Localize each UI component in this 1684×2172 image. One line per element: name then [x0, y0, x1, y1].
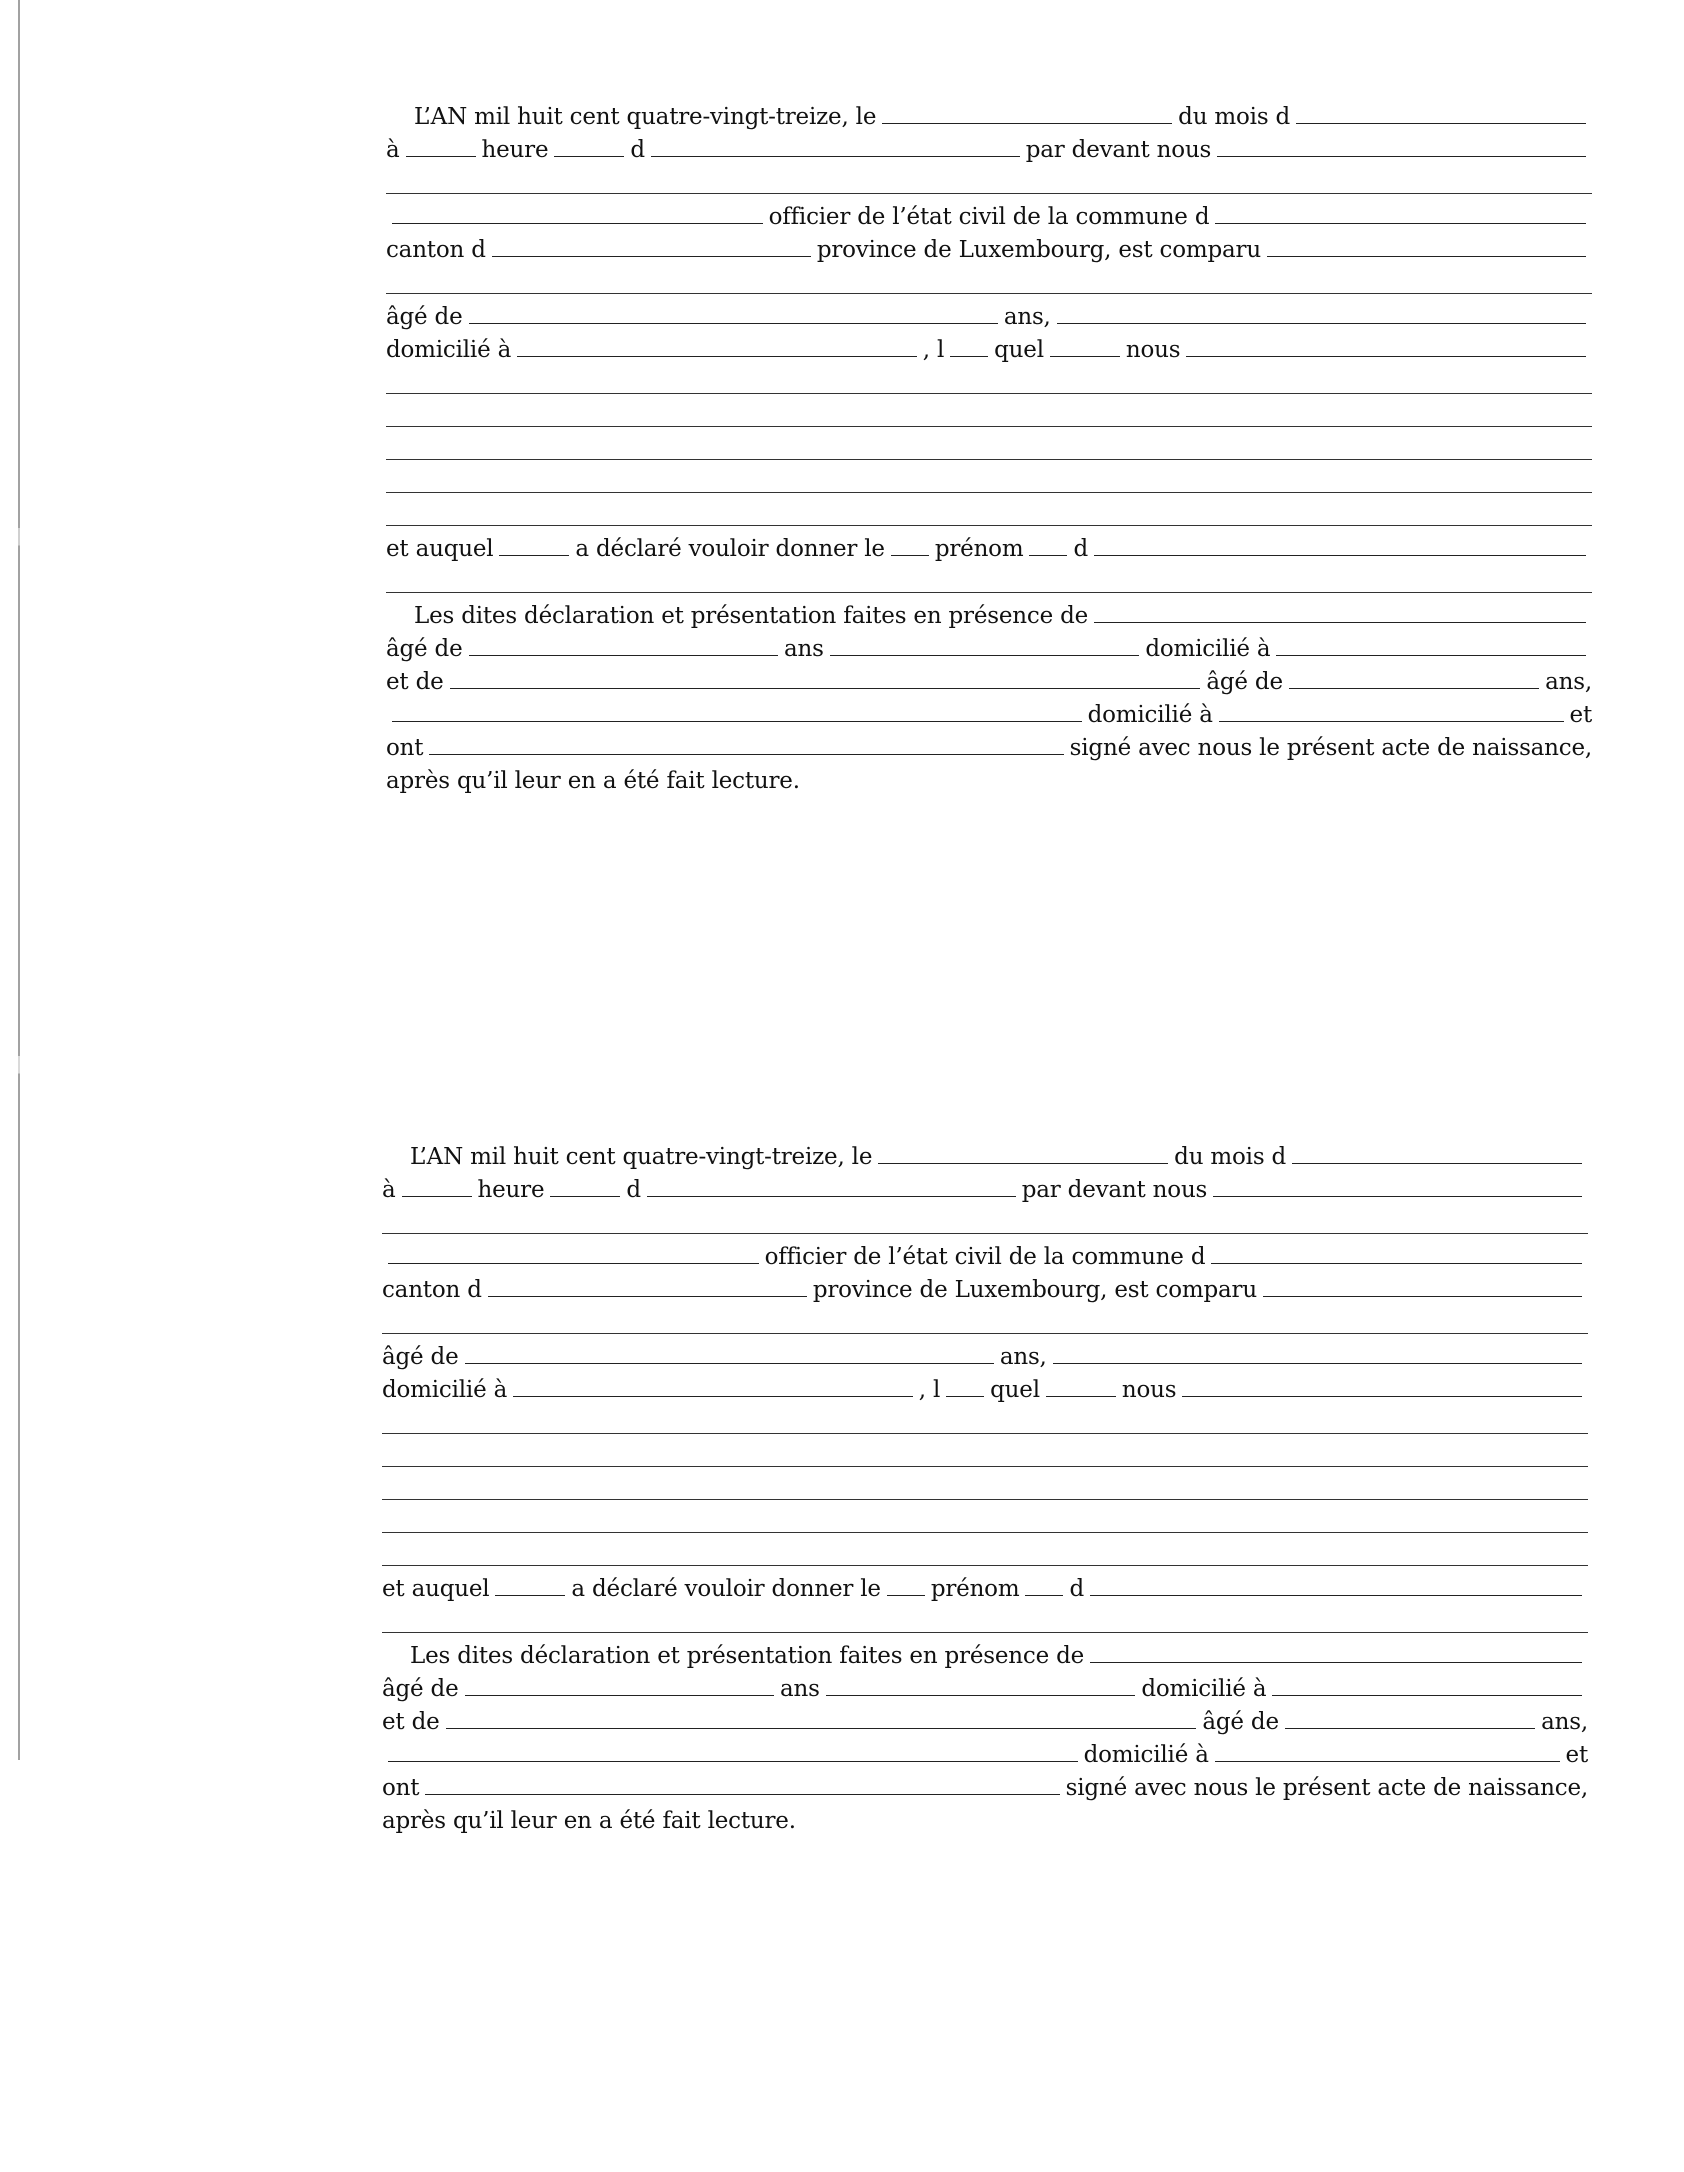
field-auquel-suffix[interactable] — [495, 1595, 565, 1596]
field-witness-1-profession[interactable] — [826, 1695, 1136, 1696]
label-officier: officier de l’état civil de la commune d — [764, 1244, 1206, 1270]
label-quel: quel — [994, 337, 1044, 363]
form-line-witness-2-domicile — [382, 1738, 1588, 1768]
form-line-signature — [386, 731, 1592, 761]
label-a: à — [382, 1177, 396, 1203]
label-signe: signé avec nous le présent acte de naissance, — [1069, 735, 1592, 761]
label-les-dites: Les dites déclaration et présentation faites en présence de — [414, 603, 1089, 629]
field-given-names-continued[interactable] — [382, 1632, 1588, 1633]
field-hour-suffix[interactable] — [550, 1196, 620, 1197]
field-child-description-line-3[interactable] — [382, 1499, 1588, 1500]
label-par-devant-nous: par devant nous — [1021, 1177, 1208, 1203]
label-nous: nous — [1125, 337, 1181, 363]
field-child-description[interactable] — [1186, 356, 1586, 357]
field-witness-1-age[interactable] — [469, 655, 779, 656]
field-witness-2-name[interactable] — [450, 688, 1201, 689]
label-et: et — [1569, 702, 1592, 728]
label-par-devant-nous: par devant nous — [1025, 137, 1212, 163]
field-officer-name[interactable] — [1217, 156, 1586, 157]
field-quel-suffix[interactable] — [1046, 1396, 1116, 1397]
field-child-description-line-3[interactable] — [386, 459, 1592, 460]
field-given-names[interactable] — [1090, 1595, 1582, 1596]
label-ont: ont — [382, 1775, 420, 1801]
field-officer-name-continued[interactable] — [382, 1233, 1588, 1234]
field-witness-2-domicile[interactable] — [1215, 1761, 1560, 1762]
label-apres-lecture: après qu’il leur en a été fait lecture. — [386, 768, 800, 794]
field-signature-note[interactable] — [429, 754, 1063, 755]
label-ans: ans — [784, 636, 824, 662]
field-child-description-line-4[interactable] — [382, 1532, 1588, 1533]
field-commune[interactable] — [1215, 223, 1586, 224]
field-child-description-line-4[interactable] — [386, 492, 1592, 493]
label-age: âgé de — [386, 304, 463, 330]
label-ans: ans, — [1545, 669, 1593, 695]
field-le-suffix[interactable] — [891, 555, 929, 556]
form-line-witness-1 — [382, 1672, 1588, 1702]
label-les-dites: Les dites déclaration et présentation faites en présence de — [410, 1643, 1085, 1669]
field-declarant-domicile[interactable] — [513, 1396, 913, 1397]
field-hour[interactable] — [406, 156, 476, 157]
label-month: du mois d — [1174, 1144, 1287, 1170]
field-prenom-suffix[interactable] — [1025, 1595, 1063, 1596]
field-child-description-line-2[interactable] — [386, 426, 1592, 427]
field-declarant-name-continued[interactable] — [382, 1333, 1588, 1334]
field-child-description-line-5[interactable] — [382, 1565, 1588, 1566]
label-et-de: et de — [386, 669, 444, 695]
form-line-officer — [386, 200, 1592, 230]
label-canton: canton d — [382, 1277, 482, 1303]
label-domicilie: domicilié à — [1087, 702, 1213, 728]
label-ont: ont — [386, 735, 424, 761]
field-le-suffix[interactable] — [887, 1595, 925, 1596]
field-declarant-profession[interactable] — [1053, 1363, 1582, 1364]
field-child-description-line-1[interactable] — [386, 393, 1592, 394]
field-witness-1-domicile[interactable] — [1276, 655, 1586, 656]
field-officer-name[interactable] — [1213, 1196, 1582, 1197]
field-witness-2-profession[interactable] — [388, 1761, 1078, 1762]
form-line-witnesses — [382, 1639, 1588, 1669]
label-domicilie: domicilié à — [386, 337, 512, 363]
label-domicilie: domicilié à — [382, 1377, 508, 1403]
field-child-description-line-2[interactable] — [382, 1466, 1588, 1467]
field-declarant-age[interactable] — [465, 1363, 994, 1364]
label-prenom: prénom — [930, 1576, 1020, 1602]
label-nous: nous — [1121, 1377, 1177, 1403]
field-witness-1-domicile[interactable] — [1272, 1695, 1582, 1696]
field-l-suffix[interactable] — [946, 1396, 984, 1397]
label-month: du mois d — [1178, 104, 1291, 130]
field-given-names-continued[interactable] — [386, 592, 1592, 593]
label-apres-lecture: après qu’il leur en a été fait lecture. — [382, 1808, 796, 1834]
field-witness-2-age[interactable] — [1289, 688, 1539, 689]
label-age: âgé de — [386, 636, 463, 662]
field-hour[interactable] — [402, 1196, 472, 1197]
label-signe: signé avec nous le présent acte de naissance, — [1065, 1775, 1588, 1801]
field-month[interactable] — [1296, 123, 1586, 124]
form-line-signature — [382, 1771, 1588, 1801]
label-d: d — [626, 1177, 641, 1203]
field-child-description[interactable] — [1182, 1396, 1582, 1397]
label-et: et — [1565, 1742, 1588, 1768]
label-et-de: et de — [382, 1709, 440, 1735]
field-witness-2-name[interactable] — [446, 1728, 1197, 1729]
label-domicilie: domicilié à — [1083, 1742, 1209, 1768]
field-witness-2-domicile[interactable] — [1219, 721, 1564, 722]
label-d: d — [1073, 536, 1088, 562]
label-prenom: prénom — [934, 536, 1024, 562]
form-line-lecture — [386, 764, 1592, 794]
form-line-domicile — [386, 333, 1592, 363]
form-line-canton — [386, 233, 1592, 263]
label-canton: canton d — [386, 237, 486, 263]
field-l-suffix[interactable] — [950, 356, 988, 357]
form-line-date — [386, 100, 1592, 130]
field-hour-suffix[interactable] — [554, 156, 624, 157]
field-auquel-suffix[interactable] — [499, 555, 569, 556]
form-line-age — [382, 1340, 1588, 1370]
label-l: , l — [922, 337, 945, 363]
field-officer-name-end[interactable] — [392, 223, 763, 224]
label-age: âgé de — [382, 1676, 459, 1702]
label-ans: ans — [780, 1676, 820, 1702]
label-a-declare: a déclaré vouloir donner le — [575, 536, 885, 562]
label-domicilie: domicilié à — [1145, 636, 1271, 662]
form-line-age — [386, 300, 1592, 330]
label-d: d — [630, 137, 645, 163]
field-witness-1-age[interactable] — [465, 1695, 775, 1696]
label-province: province de Luxembourg, est comparu — [816, 237, 1261, 263]
form-line-officer — [382, 1240, 1588, 1270]
label-year: L’AN mil huit cent quatre-vingt-treize, le — [410, 1144, 873, 1170]
field-commune[interactable] — [1211, 1263, 1582, 1264]
form-line-witness-2-domicile — [386, 698, 1592, 728]
field-officer-name-end[interactable] — [388, 1263, 759, 1264]
field-child-description-line-1[interactable] — [382, 1433, 1588, 1434]
label-ans: ans, — [999, 1344, 1047, 1370]
label-et-auquel: et auquel — [386, 536, 494, 562]
form-line-lecture — [382, 1804, 1588, 1834]
field-child-description-line-5[interactable] — [386, 525, 1592, 526]
form-line-prenom — [382, 1572, 1588, 1602]
label-year: L’AN mil huit cent quatre-vingt-treize, le — [414, 104, 877, 130]
label-l: , l — [918, 1377, 941, 1403]
field-quel-suffix[interactable] — [1050, 356, 1120, 357]
label-a-declare: a déclaré vouloir donner le — [571, 1576, 881, 1602]
field-prenom-suffix[interactable] — [1029, 555, 1067, 556]
field-declarant-age[interactable] — [469, 323, 998, 324]
field-witness-1-name[interactable] — [1094, 622, 1586, 623]
field-month[interactable] — [1292, 1163, 1582, 1164]
field-declarant-name-continued[interactable] — [386, 293, 1592, 294]
label-age: âgé de — [382, 1344, 459, 1370]
label-age: âgé de — [1206, 669, 1283, 695]
label-ans: ans, — [1541, 1709, 1589, 1735]
label-officier: officier de l’état civil de la commune d — [768, 204, 1210, 230]
scan-edge-line — [18, 0, 20, 1760]
form-line-hour — [382, 1173, 1588, 1203]
field-period[interactable] — [651, 156, 1020, 157]
field-declarant-profession[interactable] — [1057, 323, 1586, 324]
field-witness-1-name[interactable] — [1090, 1662, 1582, 1663]
label-heure: heure — [481, 137, 549, 163]
form-line-witnesses — [386, 599, 1592, 629]
field-given-names[interactable] — [1094, 555, 1586, 556]
field-day[interactable] — [878, 1163, 1168, 1164]
field-officer-name-continued[interactable] — [386, 193, 1592, 194]
form-line-witness-1 — [386, 632, 1592, 662]
label-age: âgé de — [1202, 1709, 1279, 1735]
field-witness-2-age[interactable] — [1285, 1728, 1535, 1729]
field-declarant-domicile[interactable] — [517, 356, 917, 357]
field-canton[interactable] — [488, 1296, 807, 1297]
field-period[interactable] — [647, 1196, 1016, 1197]
label-ans: ans, — [1003, 304, 1051, 330]
field-canton[interactable] — [492, 256, 811, 257]
label-a: à — [386, 137, 400, 163]
label-et-auquel: et auquel — [382, 1576, 490, 1602]
form-line-prenom — [386, 532, 1592, 562]
form-line-witness-2 — [386, 665, 1592, 695]
label-province: province de Luxembourg, est comparu — [812, 1277, 1257, 1303]
label-quel: quel — [990, 1377, 1040, 1403]
field-day[interactable] — [882, 123, 1172, 124]
form-line-witness-2 — [382, 1705, 1588, 1735]
field-witness-2-profession[interactable] — [392, 721, 1082, 722]
field-declarant-name[interactable] — [1263, 1296, 1582, 1297]
label-d: d — [1069, 1576, 1084, 1602]
form-line-canton — [382, 1273, 1588, 1303]
label-domicilie: domicilié à — [1141, 1676, 1267, 1702]
form-line-date — [382, 1140, 1588, 1170]
form-line-domicile — [382, 1373, 1588, 1403]
label-heure: heure — [477, 1177, 545, 1203]
field-signature-note[interactable] — [425, 1794, 1059, 1795]
field-witness-1-profession[interactable] — [830, 655, 1140, 656]
field-declarant-name[interactable] — [1267, 256, 1586, 257]
form-line-hour — [386, 133, 1592, 163]
